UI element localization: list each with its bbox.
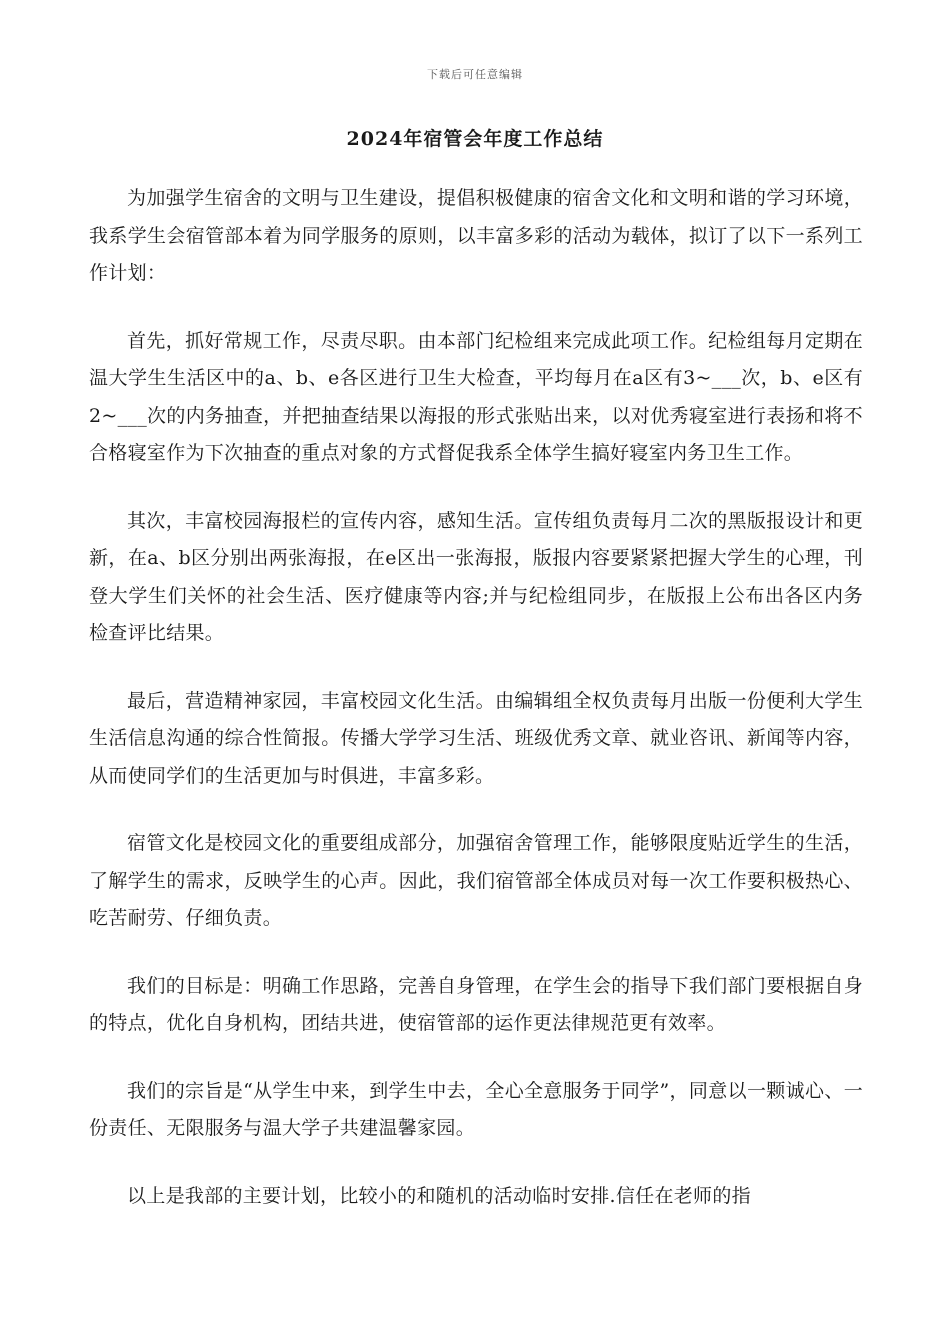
paragraph-poster-board: 其次，丰富校园海报栏的宣传内容，感知生活。宣传组负责每月二次的黑版报设计和更新，在a、b区分别出两张海报，在e区出一张海报，版报内容要紧紧把握大学生的心理，刊登大学生们关怀的社会生活、医疗健康等内容;并与纪检组同步，在版报上公布出各区内务检查评比结果。 bbox=[89, 509, 863, 644]
document-title: 2024年宿管会年度工作总结 bbox=[346, 128, 604, 150]
paragraph-purpose: 我们的宗旨是“从学生中来，到学生中去，全心全意服务于同学”，同意以一颗诚心、一份责任、无限服务与温大学子共建温馨家园。 bbox=[89, 1079, 863, 1139]
paragraph-spiritual-home: 最后，营造精神家园，丰富校园文化生活。由编辑组全权负责每月出版一份便利大学生生活信息沟通的综合性简报。传播大学学习生活、班级优秀文章、就业咨讯、新闻等内容，从而使同学们的生活更加与时俱进，丰富多彩。 bbox=[89, 689, 863, 787]
paragraph-dorm-culture: 宿管文化是校园文化的重要组成部分，加强宿舍管理工作，能够限度贴近学生的生活，了解学生的需求，反映学生的心声。因此，我们宿管部全体成员对每一次工作要积极热心、吃苦耐劳、仔细负责。 bbox=[89, 832, 863, 929]
paragraph-intro: 为加强学生宿舍的文明与卫生建设，提倡积极健康的宿舍文化和文明和谐的学习环境，我系学生会宿管部本着为同学服务的原则，以丰富多彩的活动为载体，拟订了以下一系列工作计划： bbox=[89, 187, 863, 284]
paragraph-closing: 以上是我部的主要计划，比较小的和随机的活动临时安排.信任在老师的指 bbox=[127, 1184, 751, 1207]
paragraph-goal: 我们的目标是：明确工作思路，完善自身管理，在学生会的指导下我们部门要根据自身的特点，优化自身机构，团结共进，使宿管部的运作更法律规范更有效率。 bbox=[89, 974, 863, 1034]
page-header-note: 下载后可任意编辑 bbox=[427, 68, 523, 81]
paragraph-routine-work: 首先，抓好常规工作，尽责尽职。由本部门纪检组来完成此项工作。纪检组每月定期在温大学生生活区中的a、b、e各区进行卫生大检查，平均每月在a区有3~___次，b、e区有2~___次的内务抽查，并把抽查结果以海报的形式张贴出来，以对优秀寝室进行表扬和将不合格寝室作为下次抽查的重点对象的方式督促我系全体学生搞好寝室内务卫生工作。 bbox=[89, 329, 863, 464]
document-body bbox=[89, 180, 863, 1245]
